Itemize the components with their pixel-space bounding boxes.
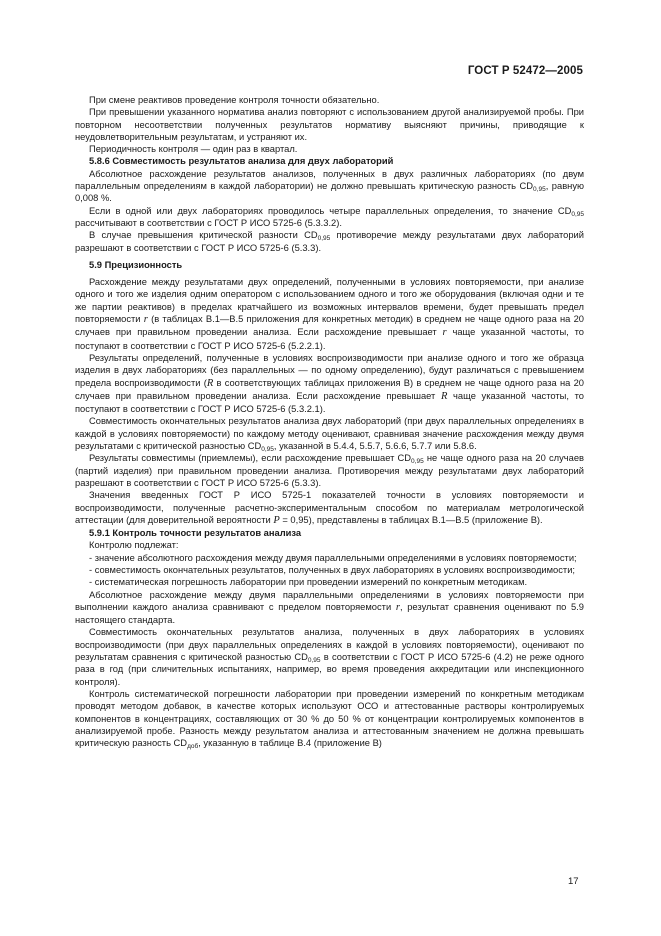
section-heading-5-9-1: 5.9.1 Контроль точности результатов анализа [89, 528, 302, 539]
paragraph: Совместимость окончательных результатов анализа двух лабораторий (при двух параллельных определениях в каждой в условиях повторяемости) по каждому методу оценивают, сравнивая значение расхождения между двумя результатами с критической разностью $CD_{0,95}$, указанной в 5.4.4, 5.5.7, 5.6.6, 5.7.7 или 5.8.6. [75, 416, 584, 454]
paragraph: Если в одной или двух лабораториях проводилось четыре параллельных определения, то значение $CD_{0,95}$ рассчитывают в соответствии с ГОСТ Р ИСО 5725-6 (5.3.3.2). [75, 205, 584, 228]
paragraph: Абсолютное расхождение результатов анализов, полученных в двух различных лабораториях (по двум параллельным определениям в каждой лаборатории) не должно превышать критическую разность $CD_{0,95}$, равную 0,008 %. [75, 168, 584, 204]
paragraph: Абсолютное расхождение между двумя параллельными определениями в условиях повторяемости при выполнении каждого анализа сравнивают с пределом повторяемости r, результат сравнения оценивают по 5.9 настоящего стандарта. [75, 589, 585, 626]
list-item: - систематическая погрешность лаборатории при проведении измерений по конкретным методикам. [89, 577, 528, 588]
paragraph: Результаты совместимы (приемлемы), если расхождение превышает $CD_{0,95}$ не чаще одного раза на 20 случаев (партий изделия) при правильном проведении анализа. Противоречия между результатами двух лабораторий разрешают в соответствии с ГОСТ Р ИСО 5725-6 (5.3.3). [75, 453, 584, 488]
paragraph: В случае превышения критической разности $CD_{0,95}$ противоречие между результатами двух лабораторий разрешают в соответствии с ГОСТ Р ИСО 5725-6 (5.3.3). [75, 230, 584, 253]
document-code: ГОСТ Р 52472—2005 [467, 65, 583, 77]
list-item: - значение абсолютного расхождения между двумя параллельными определениями в условиях повторяемости; [89, 552, 577, 563]
section-heading-5-9: 5.9 Прецизионность [89, 259, 183, 270]
paragraph: При смене реактивов проведение контроля точности обязательно. [89, 95, 380, 105]
paragraph: Результаты определений, полученные в условиях воспроизводимости при анализе одного и того же образца изделия в двух лабораториях (без параллельных — по одному определению), будут различаться с превышением предела воспроизводимости (R в соответствующих таблицах приложения В) в среднем не чаще одного раза на 20 случаев при правильном проведении анализа. Если расхождение превышает R чаще указанной частоты, то поступают в соответствии с ГОСТ Р ИСО 5725-6 (5.3.2.1). [75, 352, 585, 415]
paragraph: Контролю подлежат: [89, 540, 179, 551]
list-item: - совместимость окончательных результатов, полученных в двух лабораториях в условиях воспроизводимости; [89, 564, 576, 575]
paragraph: Совместимость окончательных результатов анализа, полученных в двух лабораториях в условиях воспроизводимости (при двух параллельных определениях в каждой в условиях повторяемости), оценивают по результатам сравнения с критической разностью $CD_{0,95}$ в соответствии с ГОСТ Р ИСО 5725-6 (4.2) не реже одного раза в год (при сличительных испытаниях, например, во время проведения аккредитации или инспекционного контроля). [75, 627, 584, 687]
document-body [75, 94, 584, 749]
page-number: 17 [568, 876, 579, 887]
paragraph: Контроль систематической погрешности лаборатории при проведении измерений по конкретным методикам проводят методом добавок, в качестве которых используют ОСО и аттестованные растворы контролируемых компонентов в концентрациях, составляющих от 30 % до 50 % от концентрации контролируемых компонентов в анализируемой пробе. Разность между результатом анализа и аттестованным значением не должна превышать критическую разность $CD_{доб}$, указанную в таблице В.4 (приложение В) [75, 688, 584, 751]
paragraph: Периодичность контроля — один раз в квартал. [89, 144, 298, 155]
paragraph: Значения введенных ГОСТ Р ИСО 5725-1 показателей точности в условиях повторяемости и воспроизводимости, полученные расчетно-экспериментальным способом по материалам метрологической аттестации (для доверительной вероятности P = 0,95), представлены в таблицах В.1—В.5 (приложение В). [75, 490, 584, 526]
paragraph: Расхождение между результатами двух определений, полученными в условиях повторяемости, при анализе одного и того же изделия одним оператором с использованием одного и того же оборудования (включая одни и те же партии реактивов) в пределах кратчайшего из возможных интервалов времени, будет превышать предел повторяемости r (в таблицах В.1—В.5 приложения для конкретных методик) в среднем не чаще одного раза на 20 случаев при правильном проведении анализа. Если расхождение превышает r чаще указанной частоты, то поступают в соответствии с ГОСТ Р ИСО 5725-6 (5.2.2.1). [75, 277, 585, 351]
section-heading-5-8-6: 5.8.6 Совместимость результатов анализа для двух лабораторий [89, 156, 394, 167]
paragraph: При превышении указанного норматива анализ повторяют с использованием другой анализируемой пробы. При повторном несоответствии полученных результатов нормативу выясняют причины, приводящие к неудовлетворительным результатам, и устраняют их. [75, 107, 584, 142]
